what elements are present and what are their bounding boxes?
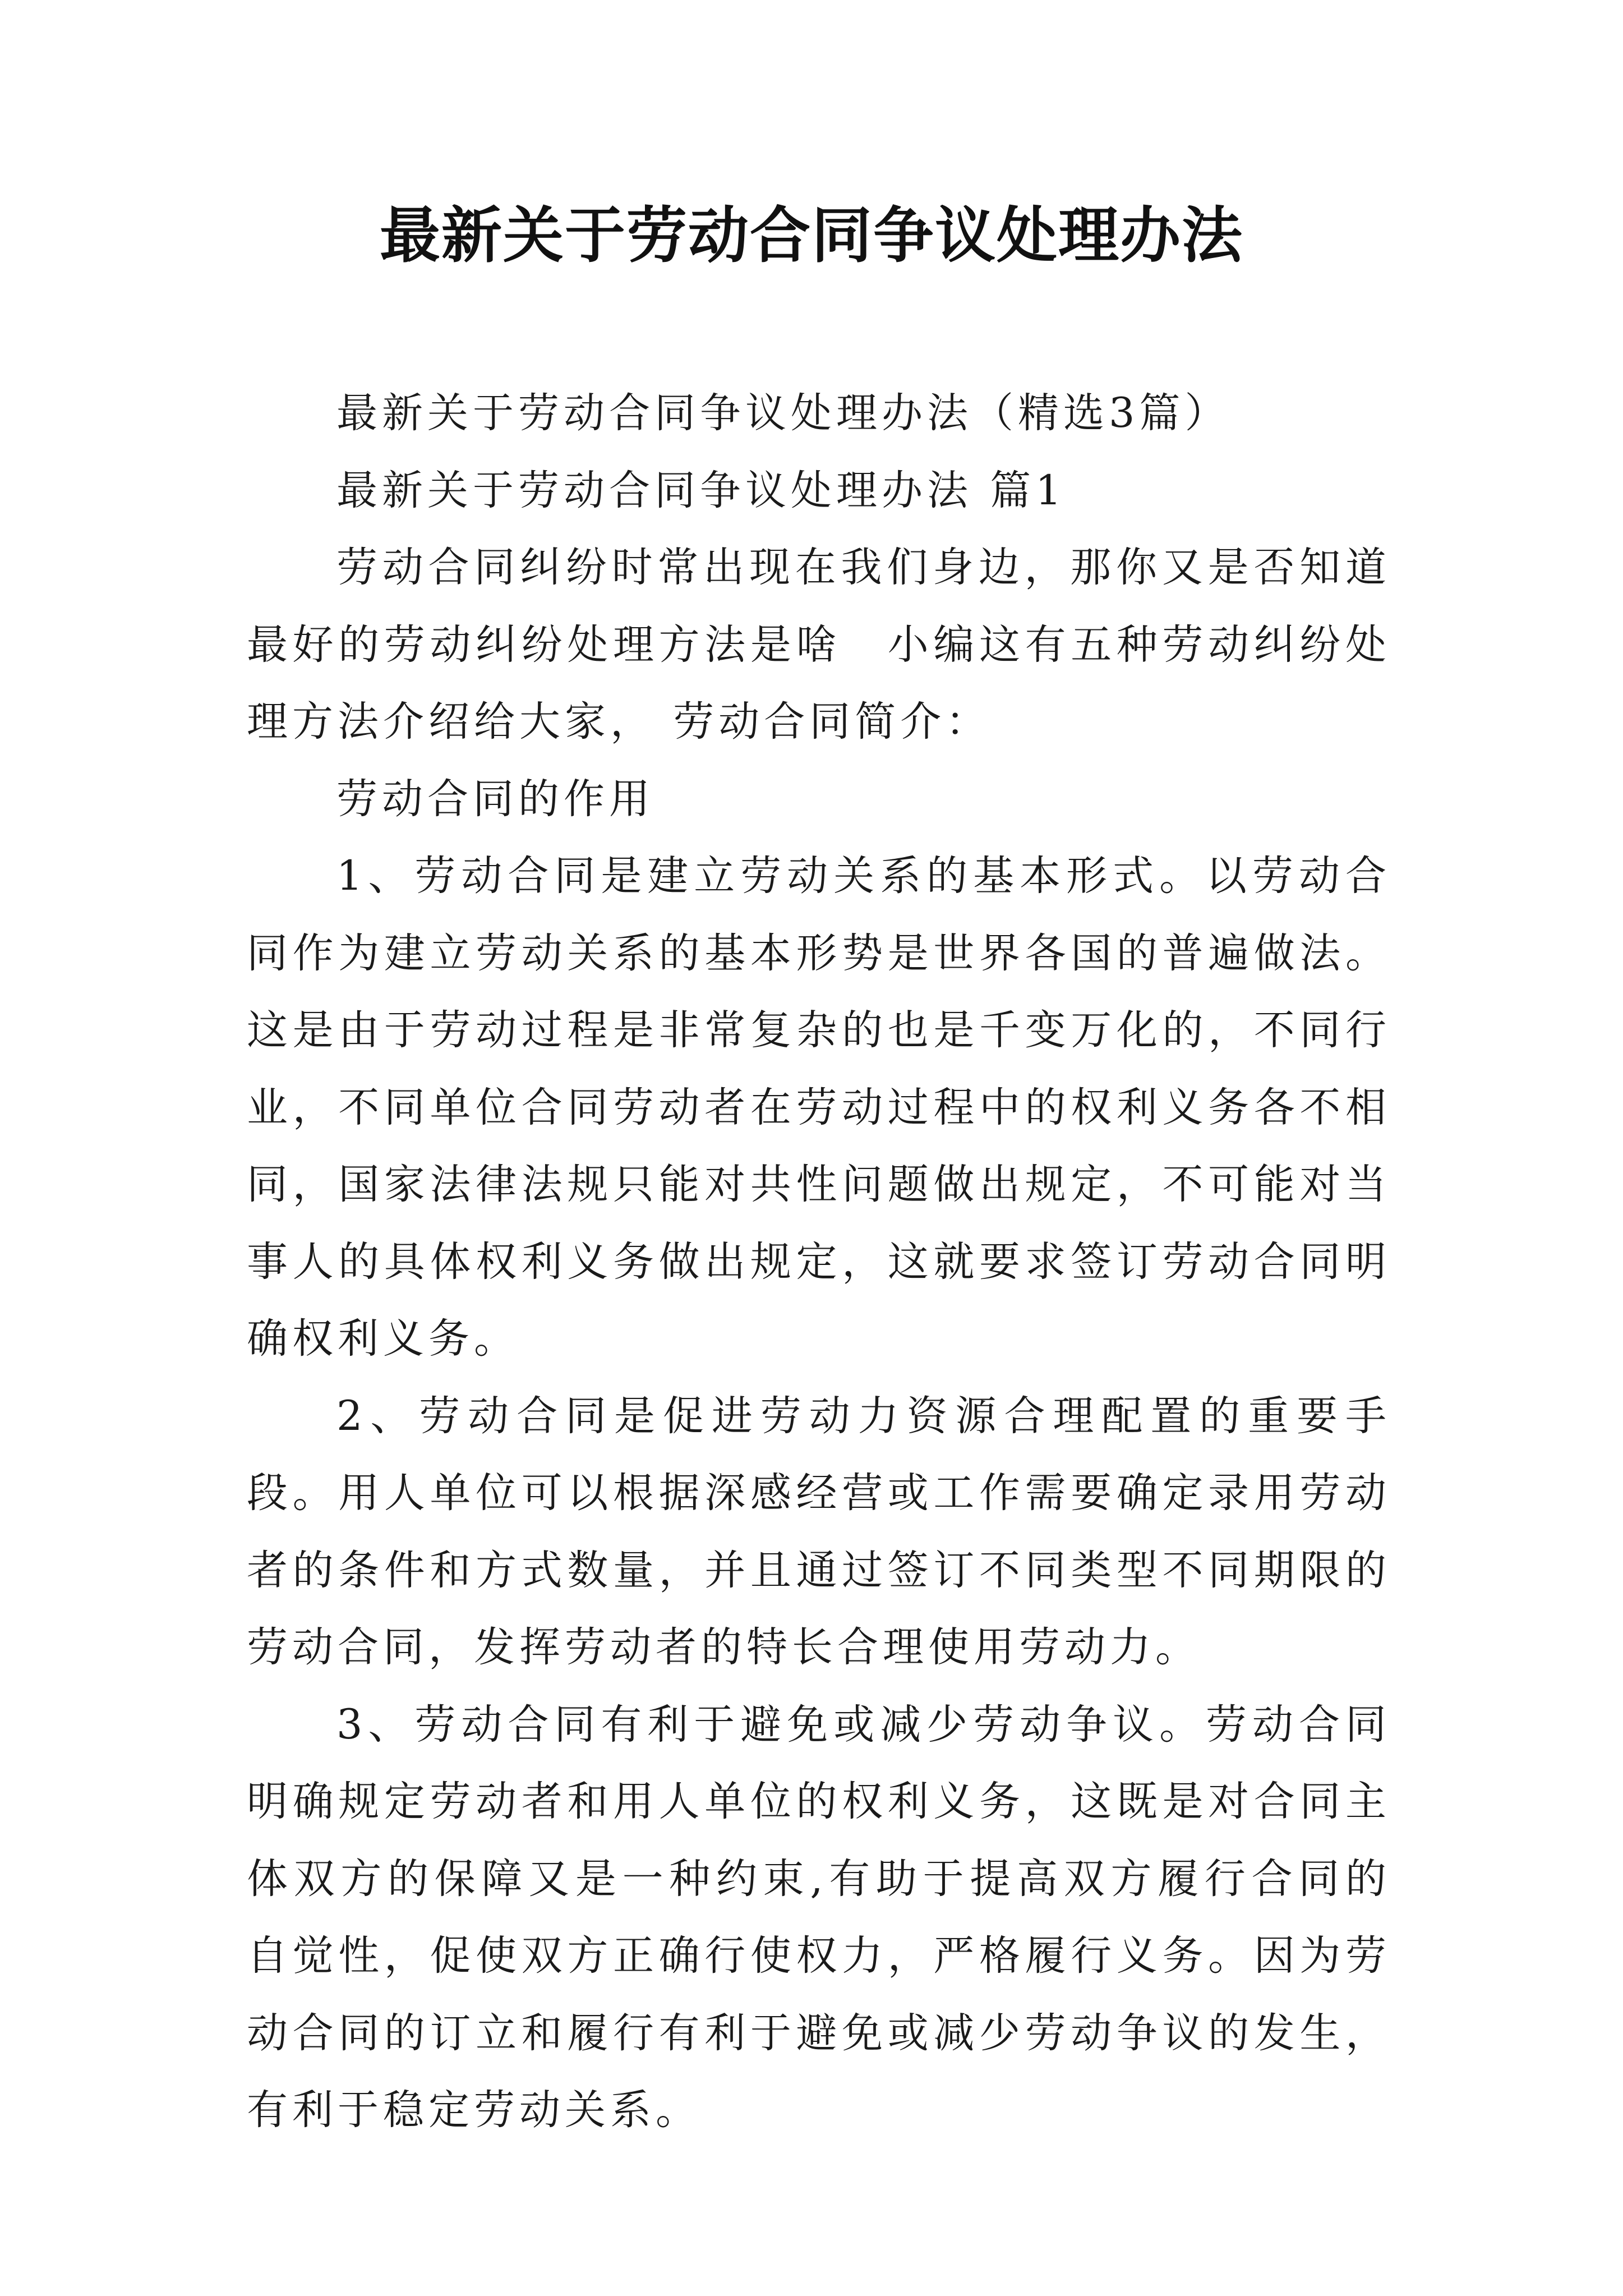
body-paragraph-3: 3、劳动合同有利于避免或减少劳动争议。劳动合同明确规定劳动者和用人单位的权利义务，这既是对合同主体双方的保障又是一种约束,有助于提高双方履行合同的自觉性，促使双方正确行使权力，严格履行义务。因为劳动合同的订立和履行有利于避免或减少劳动争议的发生，有利于稳定劳动关系。 xyxy=(247,1700,1391,2134)
subheading-paragraph: 劳动合同的作用 xyxy=(336,775,654,823)
document-title: 最新关于劳动合同争议处理办法 xyxy=(379,200,1243,271)
document-body xyxy=(247,375,1391,2149)
body-paragraph-2: 2、劳动合同是促进劳动力资源合理配置的重要手段。用人单位可以根据深感经营或工作需要确定录用劳动者的条件和方式数量，并且通过签订不同类型不同期限的劳动合同，发挥劳动者的特长合理使用劳动力。 xyxy=(247,1392,1391,1671)
section-heading: 最新关于劳动合同争议处理办法 篇1 xyxy=(336,466,1066,514)
subtitle-paragraph: 最新关于劳动合同争议处理办法（精选3篇） xyxy=(336,389,1230,437)
intro-paragraph: 劳动合同纠纷时常出现在我们身边，那你又是否知道最好的劳动纠纷处理方法是啥 小编这有五种劳动纠纷处理方法介绍给大家， 劳动合同简介： xyxy=(247,544,1391,746)
body-paragraph-1: 1、劳动合同是建立劳动关系的基本形式。以劳动合同作为建立劳动关系的基本形势是世界各国的普遍做法。这是由于劳动过程是非常复杂的也是千变万化的，不同行业，不同单位合同劳动者在劳动过程中的权利义务各不相同，国家法律法规只能对共性问题做出规定，不可能对当事人的具体权利义务做出规定，这就要求签订劳动合同明确权利义务。 xyxy=(247,852,1391,1363)
